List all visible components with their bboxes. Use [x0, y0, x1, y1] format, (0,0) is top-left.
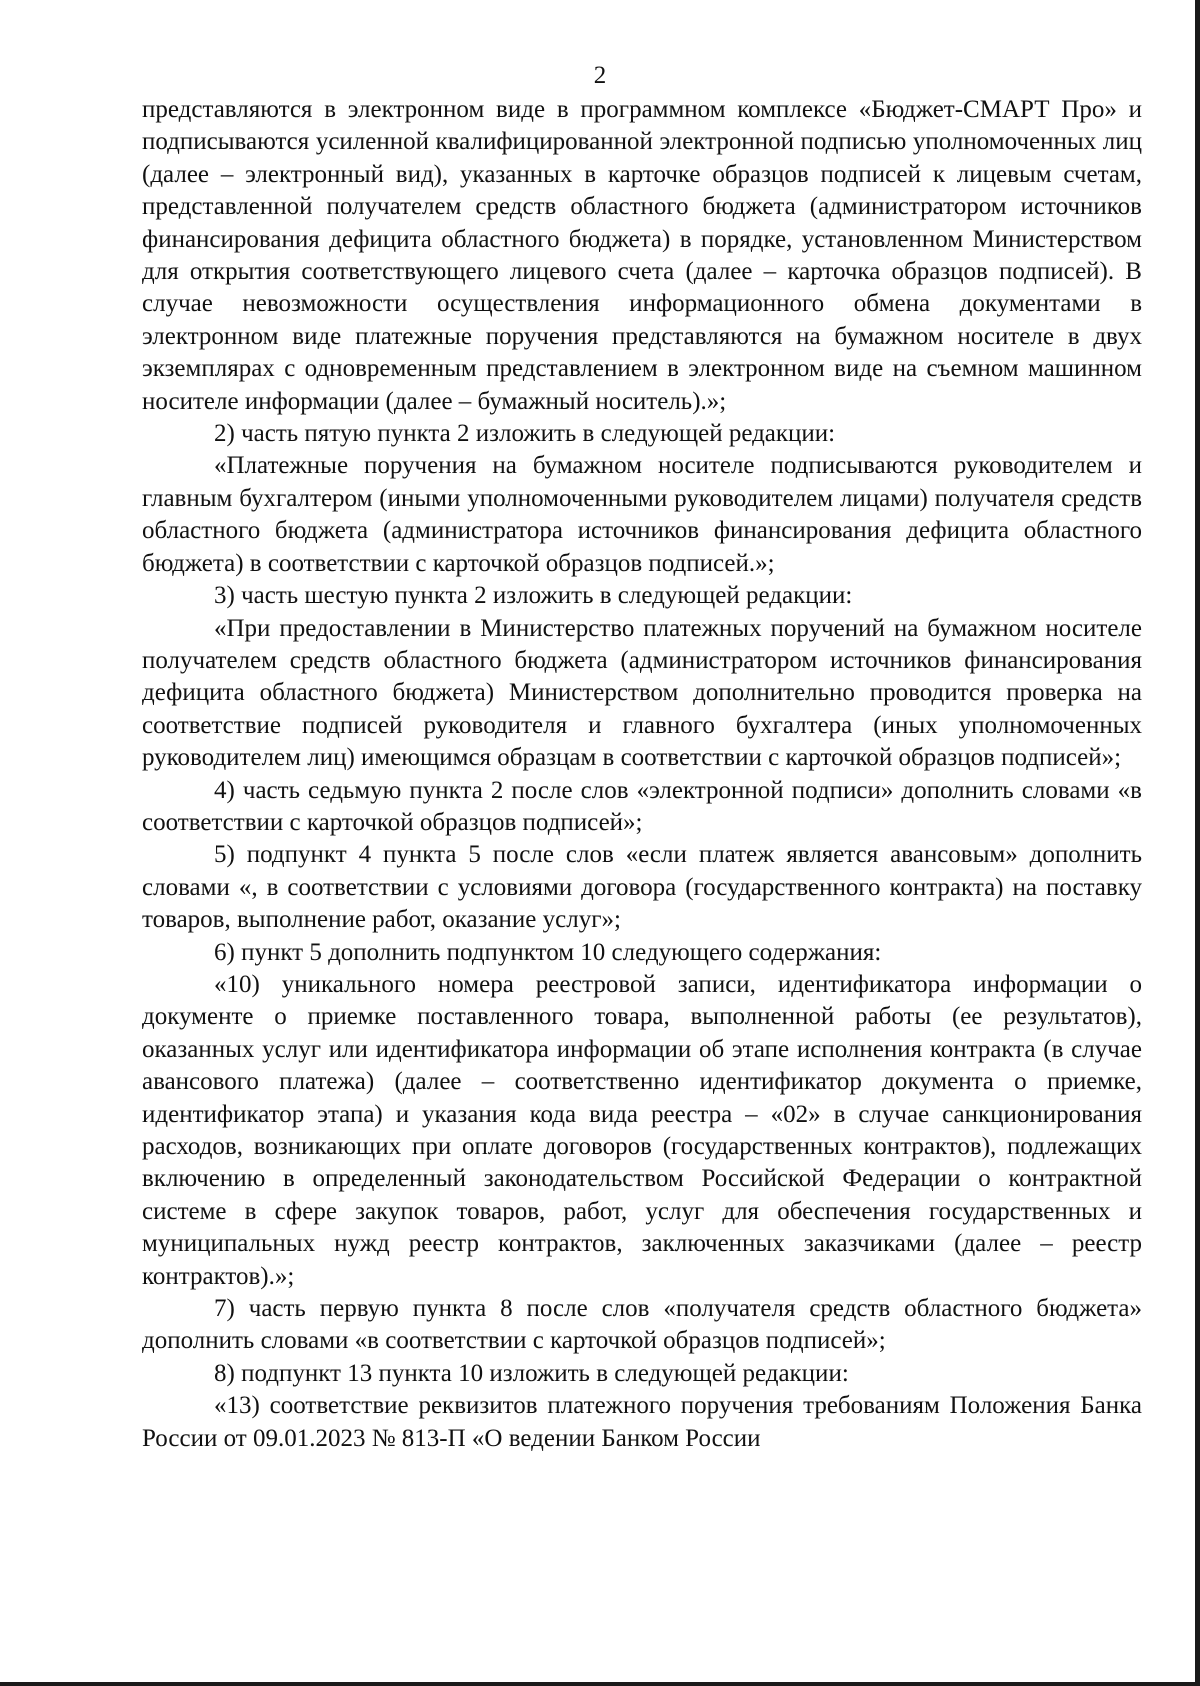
paragraph-item-8: 8) подпункт 13 пункта 10 изложить в следующей редакции:	[214, 1359, 849, 1387]
document-body	[142, 94, 1142, 1455]
paragraph-item-4: 4) часть седьмую пункта 2 после слов «электронной подписи» дополнить словами «в соответствии с карточкой образцов подписей»;	[142, 776, 1142, 836]
paragraph-item-6: 6) пункт 5 дополнить подпунктом 10 следующего содержания:	[214, 938, 882, 966]
paragraph-item-6-text: «10) уникального номера реестровой записи, идентификатора информации о документе о приемке поставленного товара, выполненной работы (ее результатов), оказанных услуг или идентификатора информации об этапе исполнения контракта (в случае авансового платежа) (далее – соответственно идентификатор документа о приемке, идентификатор этапа) и указания кода вида реестра – «02» в случае санкционирования расходов, возникающих при оплате договоров (государственных контрактов), подлежащих включению в определенный законодательством Российской Федерации о контрактной системе в сфере закупок товаров, работ, услуг для обеспечения государственных и муниципальных нужд реестр контрактов, заключенных заказчиками (далее – реестр контрактов).»;	[142, 970, 1142, 1290]
paragraph-item-8-text: «13) соответствие реквизитов платежного поручения требованиям Положения Банка России от 09.01.2023 № 813-П «О ведении Банком России	[142, 1392, 1142, 1452]
paragraph-item-2-text: «Платежные поручения на бумажном носителе подписываются руководителем и главным бухгалтером (иными уполномоченными руководителем лицами) получателя средств областного бюджета (администратора источников финансирования дефицита областного бюджета) в соответствии с карточкой образцов подписей.»;	[142, 452, 1142, 577]
page-number: 2	[593, 62, 607, 89]
scan-edge-bottom	[0, 1682, 1200, 1686]
paragraph-item-2: 2) часть пятую пункта 2 изложить в следующей редакции:	[214, 420, 836, 448]
paragraph-item-5: 5) подпункт 4 пункта 5 после слов «если платеж является авансовым» дополнить словами «, в соответствии с условиями договора (государственного контракта) на поставку товаров, выполнение работ, оказание услуг»;	[142, 841, 1142, 934]
paragraph-item-3-text: «При предоставлении в Министерство платежных поручений на бумажном носителе получателем средств областного бюджета (администратором источников финансирования дефицита областного бюджета) Министерством дополнительно проводится проверка на соответствие подписей руководителя и главного бухгалтера (иных уполномоченных руководителем лиц) имеющимся образцам в соответствии с карточкой образцов подписей»;	[142, 614, 1142, 772]
paragraph-item-7: 7) часть первую пункта 8 после слов «получателя средств областного бюджета» дополнить словами «в соответствии с карточкой образцов подписей»;	[142, 1295, 1142, 1355]
paragraph-item-3: 3) часть шестую пункта 2 изложить в следующей редакции:	[214, 582, 853, 610]
scan-edge-right	[1195, 0, 1200, 1686]
paragraph-continuation: представляются в электронном виде в программном комплексе «Бюджет-СМАРТ Про» и подписываются усиленной квалифицированной электронной подписью уполномоченных лиц (далее – электронный вид), указанных в карточке образцов подписей к лицевым счетам, представленной получателем средств областного бюджета (администратором источников финансирования дефицита областного бюджета) в порядке, установленном Министерством для открытия соответствующего лицевого счета (далее – карточка образцов подписей). В случае невозможности осуществления информационного обмена документами в электронном виде платежные поручения представляются на бумажном носителе в двух экземплярах с одновременным представлением в электронном виде на съемном машинном носителе информации (далее – бумажный носитель).»;	[142, 96, 1142, 415]
